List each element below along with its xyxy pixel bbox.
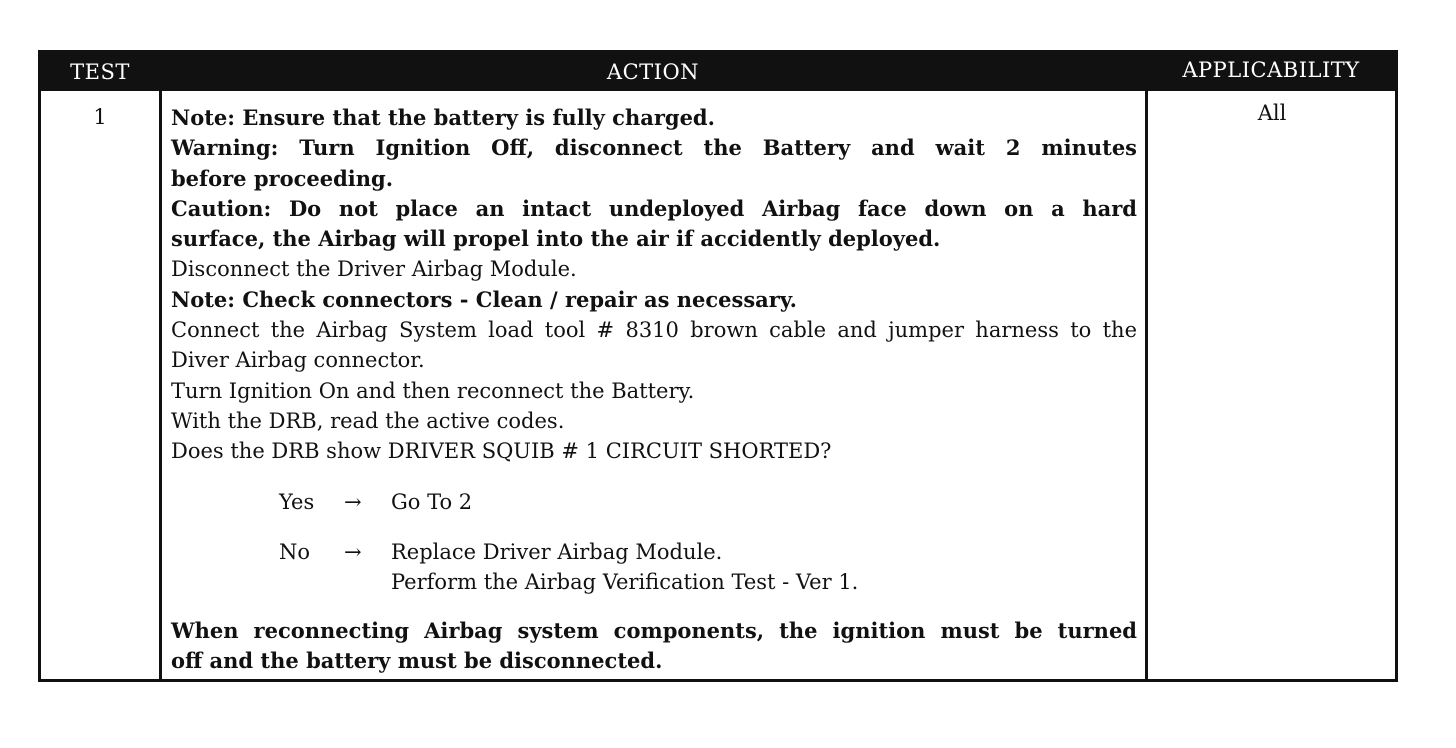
ignition-on-step: Turn Ignition On and then reconnect the Battery.: [171, 378, 695, 403]
header-action: ACTION: [606, 60, 700, 84]
table-header-row: [41, 53, 1395, 91]
branch-no: [279, 537, 1137, 597]
action-cell: [171, 103, 1137, 676]
test-number-cell: 1: [93, 105, 107, 129]
branch-no-result-line-2: Perform the Airbag Verification Test - Ver 1.: [391, 569, 859, 594]
branch-no-result-line-1: Replace Driver Airbag Module.: [391, 539, 723, 564]
branch-yes-label: Yes: [279, 489, 315, 514]
column-divider-test-action: [159, 53, 162, 679]
closing-note-line-1: When reconnecting Airbag system components, the ignition must be turned: [171, 617, 1137, 643]
header-applicability: APPLICABILITY: [1182, 58, 1360, 82]
connect-step-line-1: Connect the Airbag System load tool # 8310 brown cable and jumper harness to the: [171, 318, 1137, 343]
warning-line-2: before proceeding.: [171, 165, 394, 191]
branch-no-label: No: [279, 539, 311, 564]
applicability-cell: All: [1257, 101, 1287, 125]
closing-note-line-2: off and the battery must be disconnected.: [171, 647, 663, 673]
branch-yes: [279, 487, 1137, 517]
header-test: TEST: [70, 60, 130, 84]
read-codes-step: With the DRB, read the active codes.: [171, 408, 565, 433]
column-divider-action-applicability: [1145, 53, 1148, 679]
diagnostic-question: Does the DRB show DRIVER SQUIB # 1 CIRCUIT SHORTED?: [171, 439, 832, 464]
caution-line-1: Caution: Do not place an intact undeployed Airbag face down on a hard: [171, 195, 1137, 221]
caution-line-2: surface, the Airbag will propel into the air if accidently deployed.: [171, 226, 941, 252]
arrow-right-icon: →: [344, 539, 362, 564]
note-battery: Note: Ensure that the battery is fully charged.: [171, 105, 715, 130]
branch-yes-result: Go To 2: [391, 489, 473, 514]
note-connectors: Note: Check connectors - Clean / repair as necessary.: [171, 286, 797, 312]
warning-line-1: Warning: Turn Ignition Off, disconnect the Battery and wait 2 minutes: [171, 135, 1137, 161]
connect-step-line-2: Diver Airbag connector.: [171, 348, 425, 373]
arrow-right-icon: →: [344, 489, 362, 514]
disconnect-step: Disconnect the Driver Airbag Module.: [171, 257, 577, 282]
diagnostic-test-table: [38, 50, 1398, 682]
